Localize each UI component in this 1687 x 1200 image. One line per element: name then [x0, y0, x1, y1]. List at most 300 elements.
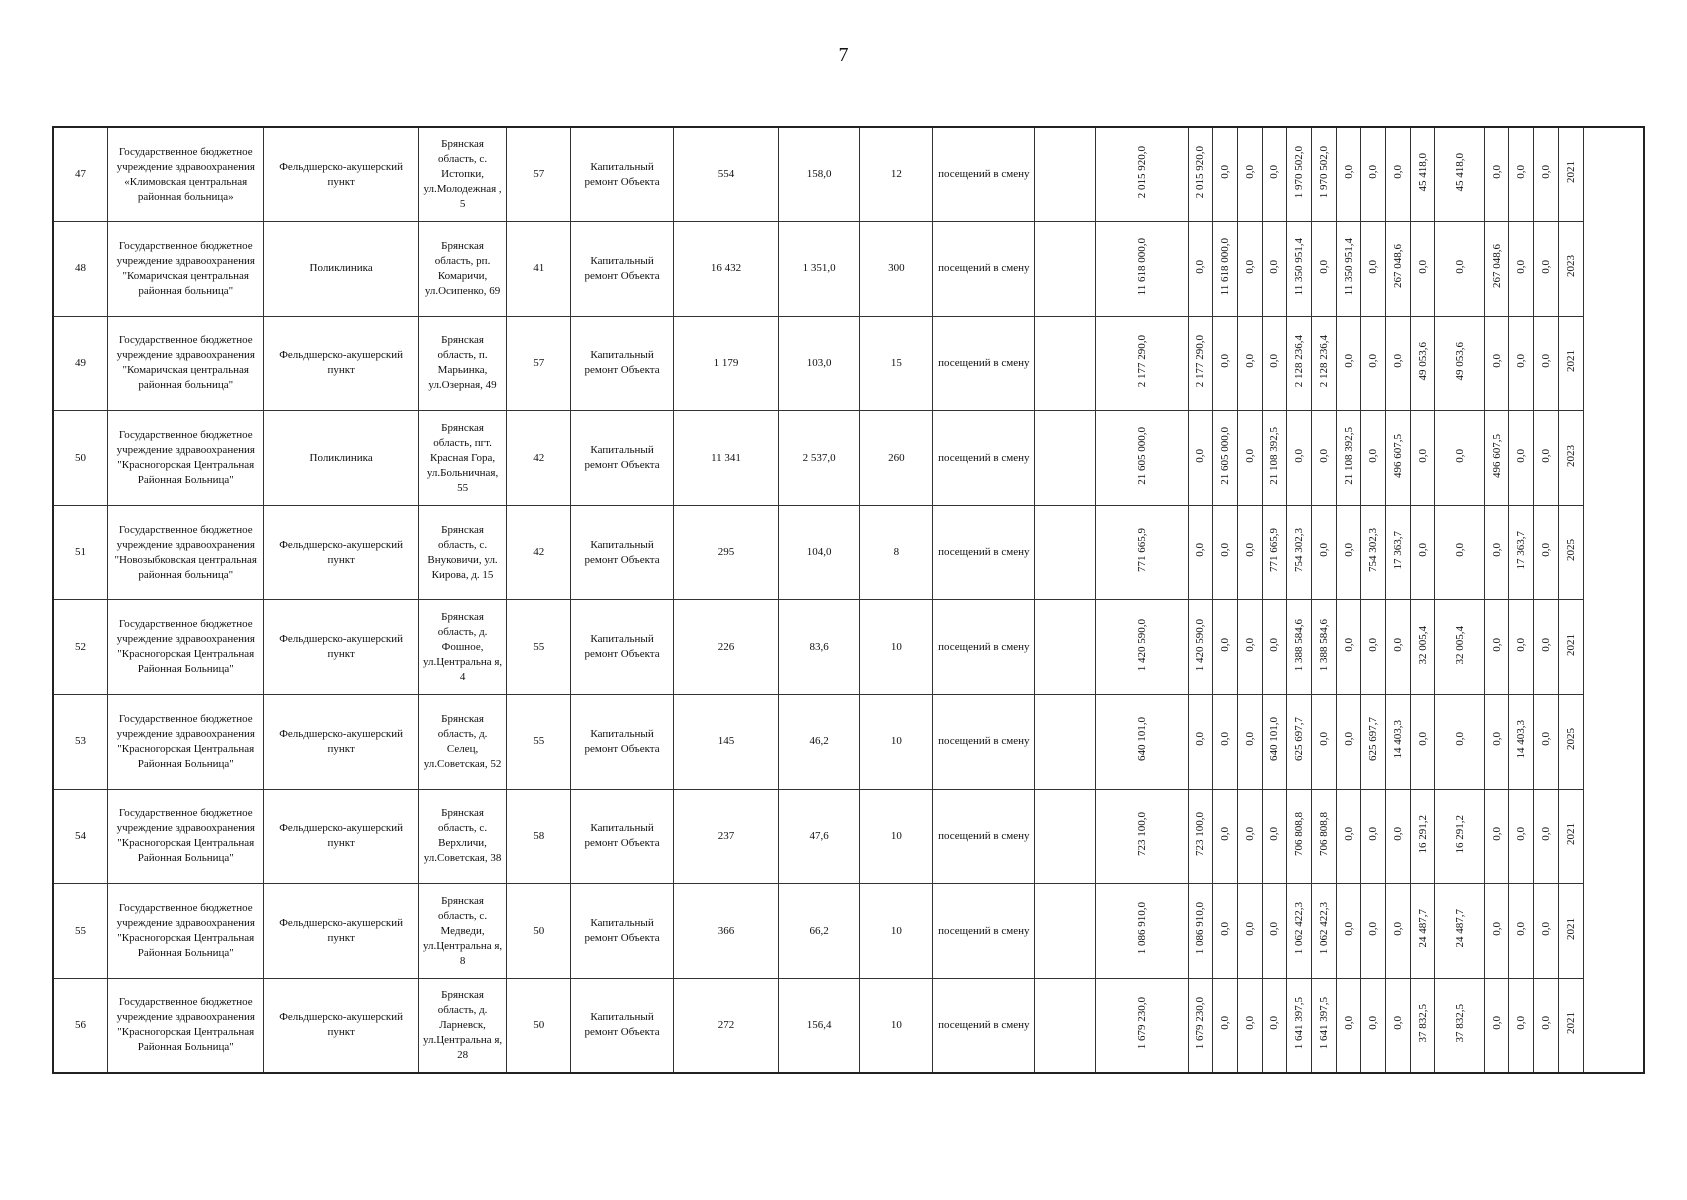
table-row	[53, 127, 1644, 222]
funding-value: 0,0	[1268, 1016, 1281, 1030]
year-value: 2023	[1564, 444, 1577, 467]
funding-cell	[1237, 884, 1262, 979]
page-number: 7	[838, 44, 849, 66]
funding-value: 706 808,8	[1317, 811, 1330, 856]
object-type-cell: Фельдшерско-акушерский пункт	[264, 505, 418, 600]
institution-cell: Государственное бюджетное учреждение здравоохранения "Красногорская Центральная Районная Больница"	[108, 789, 264, 884]
funding-value: 0,0	[1540, 637, 1553, 652]
funding-cell	[1361, 411, 1386, 506]
funding-cell	[1534, 978, 1559, 1073]
funding-value: 0,0	[1342, 1016, 1355, 1030]
funding-value: 16 291,2	[1453, 814, 1466, 854]
row-number-cell: 53	[53, 695, 108, 790]
funding-cell	[1262, 978, 1287, 1073]
year-value: 2021	[1564, 633, 1577, 656]
funding-value: 0,0	[1243, 1016, 1256, 1030]
area-cell: 156,4	[778, 978, 859, 1073]
funding-value: 49 053,6	[1416, 341, 1429, 381]
population-cell: 16 432	[674, 222, 779, 317]
funding-value: 1 388 584,6	[1317, 618, 1330, 671]
blank-cell	[1035, 884, 1096, 979]
funding-value: 1 420 590,0	[1135, 618, 1148, 671]
funding-cell	[1386, 978, 1411, 1073]
funding-cell	[1361, 316, 1386, 411]
funding-value: 0,0	[1342, 827, 1355, 841]
funding-cell	[1336, 222, 1361, 317]
funding-value: 0,0	[1243, 921, 1256, 936]
funding-value: 0,0	[1317, 259, 1330, 274]
funding-value: 0,0	[1490, 827, 1503, 841]
funding-cell	[1237, 411, 1262, 506]
area-cell: 1 351,0	[778, 222, 859, 317]
funding-value: 0,0	[1453, 259, 1466, 274]
funding-cell	[1262, 695, 1287, 790]
year-cell	[1558, 978, 1583, 1073]
funding-cell	[1188, 600, 1213, 695]
funding-value: 640 101,0	[1268, 717, 1281, 762]
capacity-cell: 10	[860, 695, 933, 790]
funding-cell	[1534, 789, 1559, 884]
capacity-cell: 10	[860, 884, 933, 979]
funding-value: 49 053,6	[1453, 341, 1466, 381]
funding-cell	[1534, 600, 1559, 695]
work-type-cell: Капитальный ремонт Объекта	[571, 978, 674, 1073]
funding-value: 17 363,7	[1515, 530, 1528, 570]
funding-value: 0,0	[1342, 637, 1355, 652]
area-cell: 103,0	[778, 316, 859, 411]
blank-cell	[1035, 222, 1096, 317]
funding-cell	[1188, 789, 1213, 884]
funding-value: 0,0	[1540, 921, 1553, 936]
funding-cell	[1361, 127, 1386, 222]
work-type-cell: Капитальный ремонт Объекта	[571, 789, 674, 884]
funding-value: 0,0	[1194, 259, 1207, 274]
funding-value: 0,0	[1540, 827, 1553, 841]
address-cell: Брянская область, с. Истопки, ул.Молодежная , 5	[418, 127, 507, 222]
funding-cell	[1213, 505, 1238, 600]
funding-cell	[1435, 127, 1484, 222]
funding-value: 0,0	[1367, 165, 1380, 179]
wear-cell: 50	[507, 884, 571, 979]
unit-cell: посещений в смену	[933, 316, 1035, 411]
row-number-cell: 54	[53, 789, 108, 884]
funding-cell	[1336, 411, 1361, 506]
funding-cell	[1484, 695, 1509, 790]
funding-cell	[1287, 695, 1312, 790]
funding-cell	[1534, 316, 1559, 411]
funding-cell	[1262, 127, 1287, 222]
funding-cell	[1509, 127, 1534, 222]
blank-cell	[1035, 978, 1096, 1073]
work-type-cell: Капитальный ремонт Объекта	[571, 505, 674, 600]
funding-cell	[1188, 884, 1213, 979]
blank-cell	[1035, 127, 1096, 222]
year-cell	[1558, 695, 1583, 790]
row-number-cell: 50	[53, 411, 108, 506]
funding-value: 0,0	[1391, 1016, 1404, 1030]
year-value: 2021	[1564, 1011, 1577, 1034]
funding-value: 17 363,7	[1391, 530, 1404, 570]
funding-value: 0,0	[1540, 543, 1553, 558]
funding-cell	[1287, 884, 1312, 979]
funding-cell	[1095, 505, 1188, 600]
funding-cell	[1188, 222, 1213, 317]
capacity-cell: 15	[860, 316, 933, 411]
unit-cell: посещений в смену	[933, 127, 1035, 222]
year-cell	[1558, 505, 1583, 600]
funding-value: 0,0	[1243, 827, 1256, 841]
blank-cell	[1035, 411, 1096, 506]
funding-value: 0,0	[1515, 1016, 1528, 1030]
funding-value: 0,0	[1268, 354, 1281, 368]
funding-value: 2 177 290,0	[1135, 334, 1148, 388]
year-value: 2021	[1564, 161, 1577, 184]
funding-value: 0,0	[1416, 259, 1429, 274]
funding-value: 0,0	[1342, 165, 1355, 179]
funding-value: 0,0	[1219, 827, 1232, 841]
funding-value: 0,0	[1540, 165, 1553, 179]
address-cell: Брянская область, с. Верхличи, ул.Советская, 38	[418, 789, 507, 884]
funding-cell	[1213, 127, 1238, 222]
blank-cell	[1035, 316, 1096, 411]
address-cell: Брянская область, с. Медведи, ул.Центральна я, 8	[418, 884, 507, 979]
funding-cell	[1410, 789, 1435, 884]
funding-cell	[1311, 600, 1336, 695]
funding-cell	[1509, 316, 1534, 411]
year-cell	[1558, 127, 1583, 222]
funding-value: 0,0	[1243, 543, 1256, 558]
funding-value: 0,0	[1243, 354, 1256, 368]
funding-value: 11 350 951,4	[1293, 237, 1306, 296]
unit-cell: посещений в смену	[933, 695, 1035, 790]
funding-cell	[1311, 505, 1336, 600]
funding-value: 0,0	[1391, 165, 1404, 179]
funding-value: 37 832,5	[1453, 1003, 1466, 1043]
year-value: 2021	[1564, 917, 1577, 940]
funding-cell	[1237, 789, 1262, 884]
funding-value: 14 403,3	[1391, 720, 1404, 759]
work-type-cell: Капитальный ремонт Объекта	[571, 222, 674, 317]
funding-cell	[1386, 884, 1411, 979]
funding-cell	[1095, 600, 1188, 695]
funding-value: 0,0	[1243, 165, 1256, 179]
funding-value: 1 641 397,5	[1293, 996, 1306, 1050]
funding-value: 0,0	[1540, 1016, 1553, 1030]
funding-value: 21 108 392,5	[1268, 426, 1281, 485]
funding-cell	[1410, 695, 1435, 790]
register-table	[52, 126, 1645, 1074]
wear-cell: 55	[507, 695, 571, 790]
capacity-cell: 8	[860, 505, 933, 600]
table-row	[53, 884, 1644, 979]
funding-value: 496 607,5	[1391, 433, 1404, 478]
funding-value: 0,0	[1219, 732, 1232, 747]
funding-value: 21 605 000,0	[1135, 426, 1148, 485]
funding-value: 771 665,9	[1135, 528, 1148, 573]
funding-cell	[1287, 978, 1312, 1073]
funding-value: 45 418,0	[1453, 152, 1466, 192]
wear-cell: 42	[507, 411, 571, 506]
wear-cell: 57	[507, 127, 571, 222]
funding-cell	[1484, 789, 1509, 884]
funding-cell	[1287, 222, 1312, 317]
unit-cell: посещений в смену	[933, 978, 1035, 1073]
funding-value: 0,0	[1342, 543, 1355, 558]
register-rows	[53, 127, 1644, 1073]
year-value: 2021	[1564, 822, 1577, 845]
funding-value: 0,0	[1243, 732, 1256, 747]
funding-value: 625 697,7	[1293, 717, 1306, 762]
table-row	[53, 222, 1644, 317]
unit-cell: посещений в смену	[933, 505, 1035, 600]
institution-cell: Государственное бюджетное учреждение здравоохранения "Красногорская Центральная Районная Больница"	[108, 695, 264, 790]
work-type-cell: Капитальный ремонт Объекта	[571, 127, 674, 222]
unit-cell: посещений в смену	[933, 222, 1035, 317]
funding-value: 1 641 397,5	[1317, 996, 1330, 1050]
row-number-cell: 55	[53, 884, 108, 979]
funding-value: 0,0	[1219, 543, 1232, 558]
institution-cell: Государственное бюджетное учреждение здравоохранения "Красногорская Центральная Районная Больница"	[108, 884, 264, 979]
funding-cell	[1237, 600, 1262, 695]
funding-value: 1 970 502,0	[1293, 145, 1306, 199]
funding-cell	[1534, 884, 1559, 979]
funding-cell	[1311, 695, 1336, 790]
funding-cell	[1336, 127, 1361, 222]
funding-value: 0,0	[1540, 732, 1553, 747]
capacity-cell: 300	[860, 222, 933, 317]
funding-cell	[1213, 978, 1238, 1073]
funding-cell	[1509, 222, 1534, 317]
funding-cell	[1386, 411, 1411, 506]
funding-value: 0,0	[1219, 921, 1232, 936]
funding-value: 0,0	[1515, 448, 1528, 463]
funding-cell	[1410, 505, 1435, 600]
funding-value: 723 100,0	[1194, 811, 1207, 856]
funding-value: 0,0	[1268, 921, 1281, 936]
unit-cell: посещений в смену	[933, 789, 1035, 884]
funding-cell	[1435, 884, 1484, 979]
address-cell: Брянская область, рп. Комаричи, ул.Осипенко, 69	[418, 222, 507, 317]
funding-value: 0,0	[1367, 827, 1380, 841]
funding-cell	[1435, 505, 1484, 600]
population-cell: 272	[674, 978, 779, 1073]
funding-value: 0,0	[1243, 259, 1256, 274]
year-cell	[1558, 600, 1583, 695]
funding-value: 0,0	[1342, 354, 1355, 368]
funding-cell	[1262, 505, 1287, 600]
year-value: 2025	[1564, 728, 1577, 751]
table-row	[53, 600, 1644, 695]
funding-value: 0,0	[1268, 165, 1281, 179]
year-value: 2025	[1564, 539, 1577, 562]
funding-value: 0,0	[1391, 637, 1404, 652]
funding-cell	[1534, 411, 1559, 506]
funding-cell	[1095, 789, 1188, 884]
capacity-cell: 10	[860, 600, 933, 695]
funding-value: 0,0	[1243, 448, 1256, 463]
funding-cell	[1386, 222, 1411, 317]
funding-cell	[1435, 316, 1484, 411]
funding-cell	[1095, 978, 1188, 1073]
funding-value: 1 086 910,0	[1194, 902, 1207, 955]
funding-value: 0,0	[1219, 1016, 1232, 1030]
funding-cell	[1386, 127, 1411, 222]
funding-cell	[1095, 222, 1188, 317]
funding-value: 0,0	[1416, 448, 1429, 463]
population-cell: 237	[674, 789, 779, 884]
work-type-cell: Капитальный ремонт Объекта	[571, 884, 674, 979]
funding-value: 21 605 000,0	[1219, 426, 1232, 485]
funding-cell	[1361, 505, 1386, 600]
population-cell: 554	[674, 127, 779, 222]
funding-cell	[1361, 884, 1386, 979]
funding-cell	[1237, 316, 1262, 411]
funding-cell	[1509, 600, 1534, 695]
year-cell	[1558, 789, 1583, 884]
funding-cell	[1509, 978, 1534, 1073]
funding-cell	[1213, 789, 1238, 884]
funding-cell	[1237, 127, 1262, 222]
funding-value: 0,0	[1317, 732, 1330, 747]
funding-cell	[1336, 884, 1361, 979]
funding-value: 0,0	[1367, 259, 1380, 274]
funding-value: 2 177 290,0	[1194, 334, 1207, 388]
capacity-cell: 12	[860, 127, 933, 222]
funding-cell	[1435, 600, 1484, 695]
blank-cell	[1035, 600, 1096, 695]
funding-value: 0,0	[1515, 259, 1528, 274]
funding-cell	[1534, 222, 1559, 317]
funding-cell	[1262, 884, 1287, 979]
area-cell: 2 537,0	[778, 411, 859, 506]
funding-cell	[1534, 505, 1559, 600]
funding-cell	[1386, 505, 1411, 600]
population-cell: 226	[674, 600, 779, 695]
table-row	[53, 978, 1644, 1073]
funding-value: 0,0	[1342, 732, 1355, 747]
address-cell: Брянская область, с. Внуковичи, ул. Кирова, д. 15	[418, 505, 507, 600]
area-cell: 83,6	[778, 600, 859, 695]
institution-cell: Государственное бюджетное учреждение здравоохранения "Комаричская центральная районная больница"	[108, 316, 264, 411]
funding-cell	[1213, 695, 1238, 790]
funding-cell	[1484, 600, 1509, 695]
institution-cell: Государственное бюджетное учреждение здравоохранения "Красногорская Центральная Районная Больница"	[108, 411, 264, 506]
funding-cell	[1213, 411, 1238, 506]
funding-value: 754 302,3	[1293, 528, 1306, 573]
funding-cell	[1262, 222, 1287, 317]
object-type-cell: Фельдшерско-акушерский пункт	[264, 789, 418, 884]
funding-cell	[1213, 600, 1238, 695]
funding-cell	[1484, 978, 1509, 1073]
table-row	[53, 695, 1644, 790]
funding-value: 1 679 230,0	[1194, 996, 1207, 1050]
work-type-cell: Капитальный ремонт Объекта	[571, 316, 674, 411]
funding-cell	[1188, 695, 1213, 790]
institution-cell: Государственное бюджетное учреждение здравоохранения "Красногорская Центральная Районная Больница"	[108, 600, 264, 695]
funding-cell	[1484, 222, 1509, 317]
funding-cell	[1435, 695, 1484, 790]
address-cell: Брянская область, д. Фошное, ул.Центральна я, 4	[418, 600, 507, 695]
funding-value: 0,0	[1342, 921, 1355, 936]
funding-cell	[1095, 127, 1188, 222]
funding-value: 37 832,5	[1416, 1003, 1429, 1043]
funding-value: 706 808,8	[1293, 811, 1306, 856]
object-type-cell: Поликлиника	[264, 222, 418, 317]
funding-value: 0,0	[1268, 637, 1281, 652]
funding-cell	[1435, 411, 1484, 506]
funding-value: 0,0	[1515, 637, 1528, 652]
funding-value: 11 618 000,0	[1219, 237, 1232, 296]
institution-cell: Государственное бюджетное учреждение здравоохранения «Климовская центральная районная больница»	[108, 127, 264, 222]
capacity-cell: 10	[860, 978, 933, 1073]
funding-value: 1 970 502,0	[1317, 145, 1330, 199]
row-number-cell: 47	[53, 127, 108, 222]
unit-cell: посещений в смену	[933, 600, 1035, 695]
funding-cell	[1336, 316, 1361, 411]
wear-cell: 41	[507, 222, 571, 317]
funding-cell	[1361, 695, 1386, 790]
population-cell: 11 341	[674, 411, 779, 506]
funding-value: 1 679 230,0	[1135, 996, 1148, 1050]
object-type-cell: Фельдшерско-акушерский пункт	[264, 600, 418, 695]
funding-value: 0,0	[1515, 354, 1528, 368]
funding-value: 2 015 920,0	[1194, 145, 1207, 199]
funding-value: 0,0	[1540, 354, 1553, 368]
funding-cell	[1361, 789, 1386, 884]
funding-cell	[1410, 600, 1435, 695]
funding-value: 723 100,0	[1135, 811, 1148, 856]
funding-value: 0,0	[1268, 259, 1281, 274]
funding-value: 0,0	[1219, 165, 1232, 179]
funding-cell	[1336, 695, 1361, 790]
funding-value: 2 015 920,0	[1135, 145, 1148, 199]
funding-cell	[1509, 695, 1534, 790]
funding-cell	[1213, 222, 1238, 317]
funding-cell	[1311, 884, 1336, 979]
funding-cell	[1484, 316, 1509, 411]
row-number-cell: 48	[53, 222, 108, 317]
funding-value: 0,0	[1219, 354, 1232, 368]
funding-value: 0,0	[1515, 827, 1528, 841]
funding-cell	[1311, 411, 1336, 506]
row-number-cell: 56	[53, 978, 108, 1073]
unit-cell: посещений в смену	[933, 884, 1035, 979]
funding-cell	[1213, 316, 1238, 411]
funding-value: 754 302,3	[1367, 528, 1380, 573]
funding-cell	[1262, 600, 1287, 695]
wear-cell: 55	[507, 600, 571, 695]
funding-value: 0,0	[1490, 543, 1503, 558]
funding-cell	[1237, 222, 1262, 317]
wear-cell: 57	[507, 316, 571, 411]
funding-cell	[1435, 789, 1484, 884]
population-cell: 1 179	[674, 316, 779, 411]
year-value: 2021	[1564, 349, 1577, 372]
funding-cell	[1095, 884, 1188, 979]
funding-cell	[1336, 789, 1361, 884]
funding-cell	[1287, 600, 1312, 695]
address-cell: Брянская область, п. Марьинка, ул.Озерная, 49	[418, 316, 507, 411]
funding-cell	[1262, 411, 1287, 506]
funding-value: 0,0	[1367, 1016, 1380, 1030]
funding-value: 0,0	[1515, 921, 1528, 936]
funding-value: 21 108 392,5	[1342, 426, 1355, 485]
funding-cell	[1188, 316, 1213, 411]
funding-cell	[1095, 411, 1188, 506]
funding-value: 496 607,5	[1490, 433, 1503, 478]
population-cell: 145	[674, 695, 779, 790]
funding-cell	[1213, 884, 1238, 979]
